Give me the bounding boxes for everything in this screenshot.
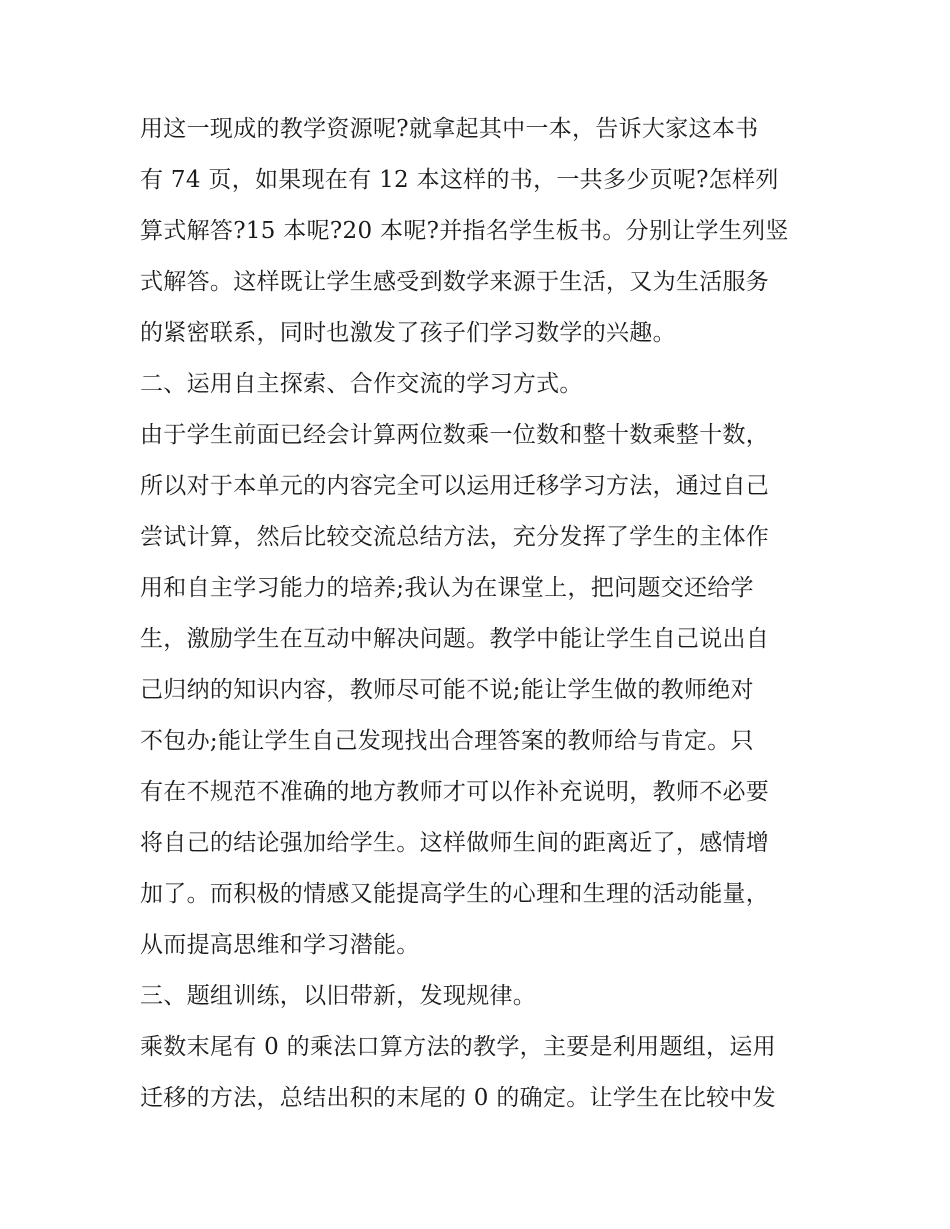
text-line: 的紧密联系，同时也激发了孩子们学习数学的兴趣。 <box>140 320 676 346</box>
text-line: 由于学生前面已经会计算两位数乘一位数和整十数乘整十数， <box>140 422 770 448</box>
text-line: 所以对于本单元的内容完全可以运用迁移学习方法，通过自己 <box>140 473 770 499</box>
text-line: 己归纳的知识内容，教师尽可能不说;能让学生做的教师绝对 <box>140 677 754 703</box>
text-line: 用这一现成的教学资源呢?就拿起其中一本，告诉大家这本书 <box>140 116 759 142</box>
text-line: 不包办;能让学生自己发现找出合理答案的教师给与肯定。只 <box>140 728 754 754</box>
text-line: 将自己的结论强加给学生。这样做师生间的距离近了，感情增 <box>140 830 770 856</box>
text-line: 用和自主学习能力的培养;我认为在课堂上，把问题交还给学 <box>140 575 754 601</box>
text-line: 从而提高思维和学习潜能。 <box>140 932 420 958</box>
text-line: 乘数末尾有 0 的乘法口算方法的教学，主要是利用题组，运用 <box>140 1034 776 1060</box>
text-line: 加了。而积极的情感又能提高学生的心理和生理的活动能量， <box>140 881 770 907</box>
text-line: 算式解答?15 本呢?20 本呢?并指名学生板书。分别让学生列竖 <box>140 218 789 244</box>
text-line: 迁移的方法，总结出积的末尾的 0 的确定。让学生在比较中发 <box>140 1085 776 1111</box>
section-heading-3: 三、题组训练，以旧带新，发现规律。 <box>140 983 537 1009</box>
body-text <box>140 104 820 1124</box>
section-heading-2: 二、运用自主探索、合作交流的学习方式。 <box>140 371 583 397</box>
text-line: 有在不规范不准确的地方教师才可以作补充说明，教师不必要 <box>140 779 770 805</box>
text-line: 式解答。这样既让学生感受到数学来源于生活，又为生活服务 <box>140 269 770 295</box>
text-line: 有 74 页，如果现在有 12 本这样的书，一共多少页呢?怎样列 <box>140 167 779 193</box>
text-line: 尝试计算，然后比较交流总结方法，充分发挥了学生的主体作 <box>140 524 770 550</box>
text-line: 生，激励学生在互动中解决问题。教学中能让学生自己说出自 <box>140 626 770 652</box>
